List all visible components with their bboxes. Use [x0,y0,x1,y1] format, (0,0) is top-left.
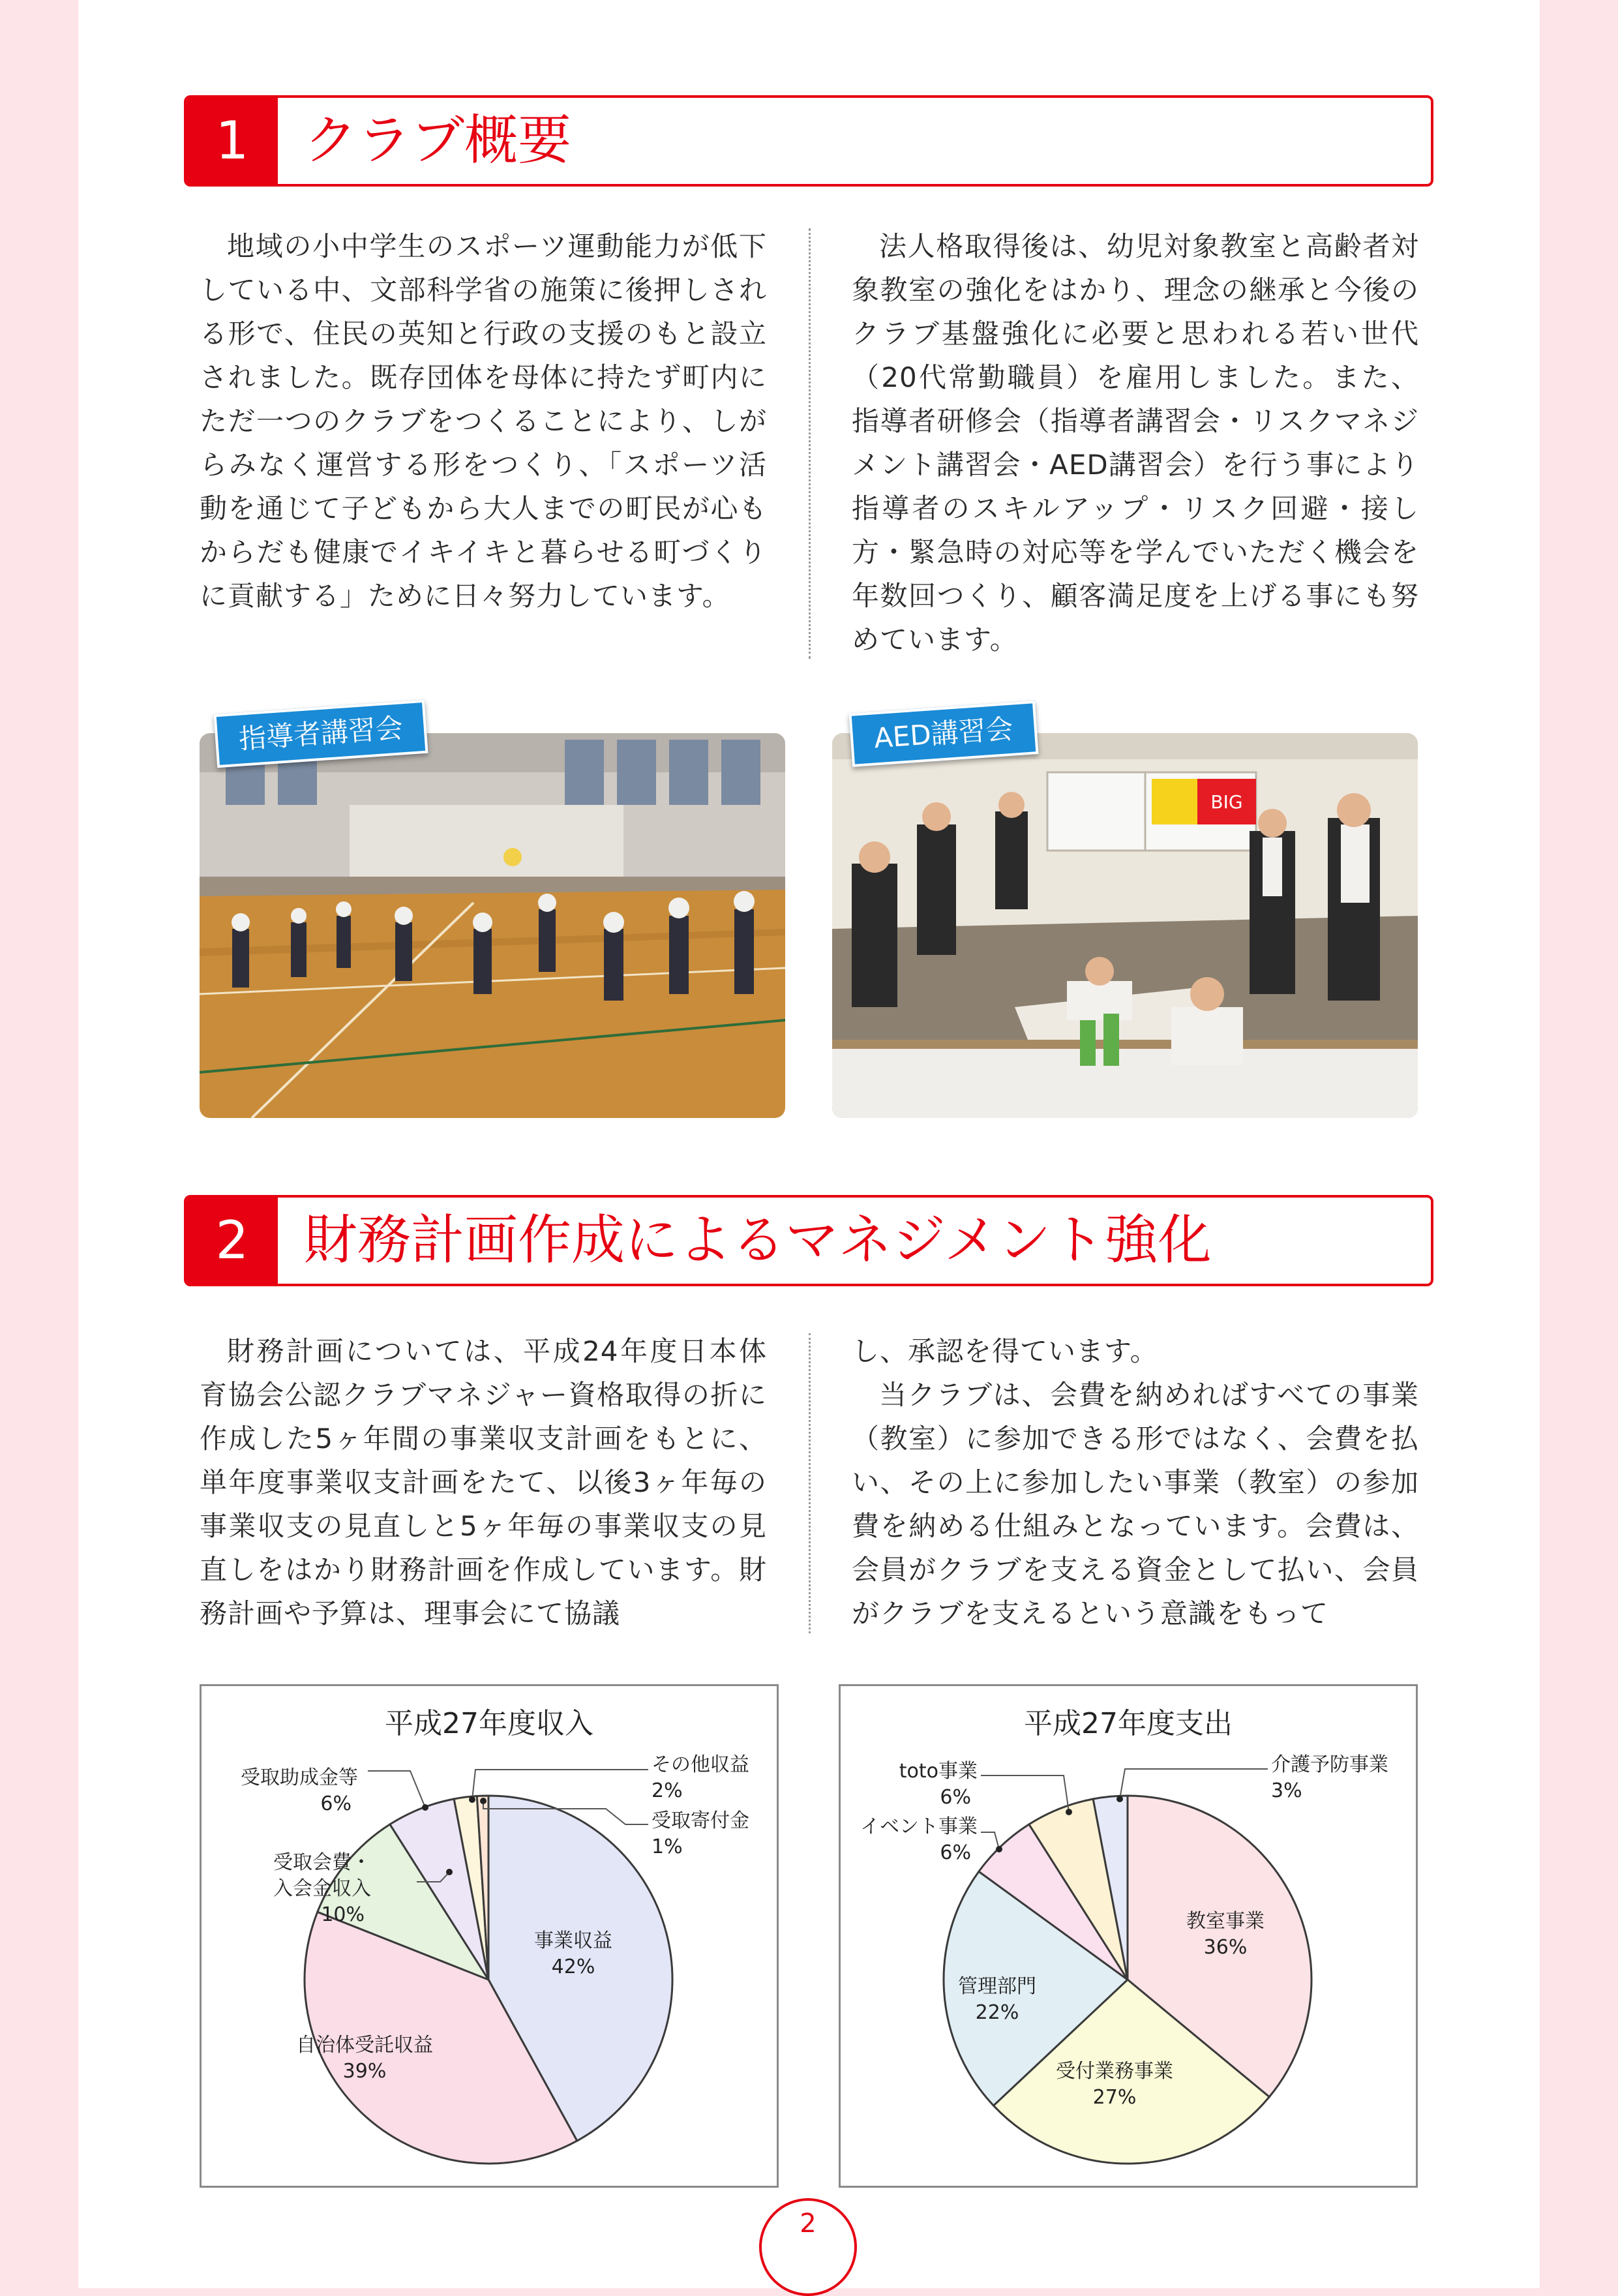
leader-line-3 [981,1832,999,1849]
leader-dot-4 [469,1796,475,1803]
section1-number: 1 [187,98,278,184]
leader-line-5 [1120,1769,1268,1799]
slice-value-2: 10% [321,1903,365,1926]
slice-label-1: 受付業務事業 [1056,2060,1173,2083]
section1-title: クラブ概要 [304,110,572,172]
leader-dot-5 [1116,1796,1123,1802]
slice-value-0: 42% [551,1956,595,1978]
slice-label-3: イベント事業 [860,1815,978,1838]
section2-header [184,1195,1433,1286]
section1-divider [809,228,811,659]
section1-header [184,95,1433,187]
slice-label-5: 介護予防事業 [1271,1753,1388,1776]
slice-label-1: 自治体受託収益 [296,2034,433,2057]
leader-dot-4 [1066,1809,1072,1815]
section2-title: 財務計画作成によるマネジメント強化 [304,1209,1212,1271]
slice-label-3: 受取助成金等 [241,1766,358,1789]
page-number: 2 [759,2198,857,2296]
slice-value-2: 22% [975,2001,1019,2024]
income-chart-title: 平成27年度収入 [385,1707,593,1740]
tag-instructor-workshop: 指導者講習会 [214,700,428,768]
section2-right-text-1: し、承認を得ています。 [852,1335,1158,1367]
photo-instructor-workshop [200,733,785,1118]
leader-line-4 [981,1775,1069,1812]
section1-left-text: 地域の小中学生のスポーツ運動能力が低下している中、文部科学省の施策に後押しされる形で、住民の英知と行政の支援のもと設立されました。既存団体を母体に持たず町内にただ一つのクラブをつくることにより、しがらみなく運営する形をつくり、「スポーツ活動を通じて子どもから大人までの町民が心もからだも健康でイキイキと暮らせる町づくりに貢献する」ために日々努力しています。 [200,230,767,612]
slice-label-4: その他収益 [652,1753,749,1776]
slice-label-2: 受取会費・入会金収入 [273,1851,371,1900]
leader-dot-3 [422,1804,428,1811]
section2-number: 2 [187,1198,278,1284]
slice-value-1: 27% [1092,2086,1137,2109]
section1-left-column [200,224,767,618]
income-chart [200,1684,779,2188]
slice-value-1: 39% [342,2060,387,2083]
slice-value-0: 36% [1203,1936,1248,1959]
leader-dot-5 [480,1798,487,1804]
expense-chart [839,1684,1418,2188]
section1-right-column [852,224,1419,661]
banner-text: BIG [1210,791,1243,813]
section2-divider [809,1333,811,1633]
slice-value-3: 6% [320,1792,352,1815]
expense-pie-chart [841,1686,1416,2186]
slice-label-5: 受取寄付金 [652,1809,749,1832]
expense-chart-title: 平成27年度支出 [1024,1707,1233,1740]
section1-right-text: 法人格取得後は、幼児対象教室と高齢者対象教室の強化をはかり、理念の継承と今後のクラブ基盤強化に必要と思われる若い世代（20代常勤職員）を雇用しました。また、指導者研修会（指導者講習会・リスクマネジメント講習会・AED講習会）を行う事により指導者のスキルアップ・リスク回避・接し方・緊急時の対応等を学んでいただく機会を年数回つくり、顧客満足度を上げる事にも努めています。 [852,230,1419,656]
leader-line-3 [368,1771,425,1807]
income-pie-chart [202,1686,777,2186]
photo-aed-workshop [832,733,1418,1118]
tag-aed-workshop: AED講習会 [848,701,1038,767]
section2-left-text: 財務計画については、平成24年度日本体育協会公認クラブマネジャー資格取得の折に作成した5ヶ年間の事業収支計画をもとに、単年度事業収支計画をたて、以後3ヶ年毎の事業収支の見直しと5ヶ年毎の事業収支の見直しをはかり財務計画を作成しています。財務計画や予算は、理事会にて協議 [200,1335,767,1629]
slice-label-0: 教室事業 [1186,1910,1265,1933]
slice-value-3: 6% [940,1841,971,1864]
slice-label-4: toto事業 [899,1760,978,1783]
slice-label-0: 事業収益 [534,1929,612,1952]
slice-value-5: 3% [1271,1779,1302,1802]
leader-dot-2 [446,1869,453,1875]
section2-left-column [200,1329,767,1635]
slice-label-2: 管理部門 [958,1975,1036,1998]
section2-right-text-2: 当クラブは、会費を納めればすべての事業（教室）に参加できる形ではなく、会費を払い、その上に参加したい事業（教室）の参加費を納める仕組みとなっています。会費は、会員がクラブを支える資金として払い、会員がクラブを支えるという意識をもって [852,1379,1419,1629]
leader-dot-3 [996,1846,1002,1852]
slice-value-4: 6% [940,1786,971,1809]
slice-value-5: 1% [652,1835,683,1858]
section2-right-column [852,1329,1419,1635]
slice-value-4: 2% [652,1779,683,1802]
